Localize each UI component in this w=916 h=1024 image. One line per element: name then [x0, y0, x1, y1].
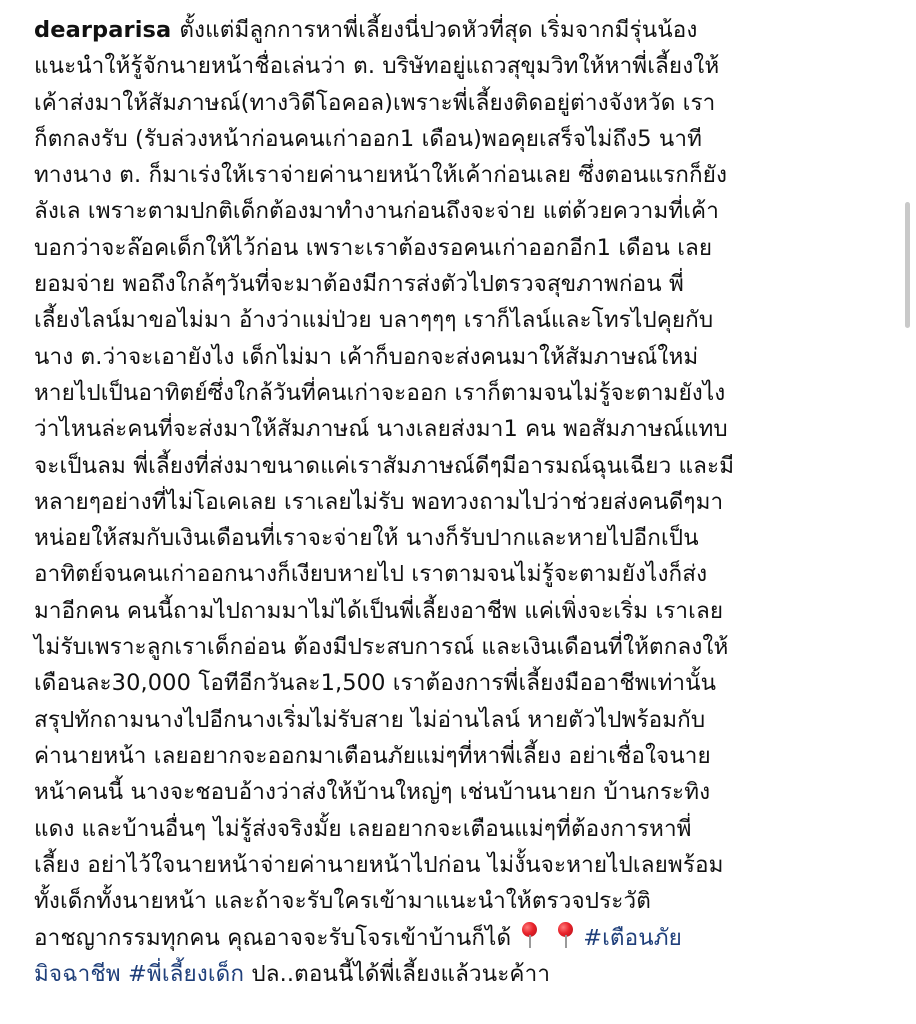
caption-line: ทางนาง ต. ก็มาเร่งให้เราจ่ายค่านายหน้าให้เค้าก่อนเลย ซึ่งตอนแรกก็ยัง: [34, 162, 728, 189]
caption-text: ปล..ตอนนี้ได้พี่เลี้ยงแล้วนะค้าา: [244, 960, 551, 987]
hashtag-warning-link[interactable]: มิจฉาชีพ: [34, 960, 121, 987]
pin-needle: [529, 935, 531, 948]
caption-line: เค้าส่งมาให้สัมภาษณ์(ทางวิดีโอคอล)เพราะพี่เลี้ยงติดอยู่ต่างจังหวัด เรา: [34, 89, 716, 116]
caption-line: ยอมจ่าย พอถึงใกล้ๆวันที่จะมาต้องมีการส่งตัวไปตรวจสุขภาพก่อน พี่: [34, 271, 684, 298]
pin-needle: [565, 935, 567, 948]
caption-text: อาชญากรรมทุกคน คุณอาจจะรับโจรเข้าบ้านก็ได้: [34, 925, 512, 952]
caption-line: สรุปทักถามนางไปอีกนางเริ่มไม่รับสาย ไม่อ่านไลน์ หายตัวไปพร้อมกับ: [34, 706, 706, 733]
caption-line: หน้าคนนี้ นางจะชอบอ้างว่าส่งให้บ้านใหญ่ๆ เช่นบ้านนายก บ้านกระทิง: [34, 779, 711, 806]
post-caption: [34, 12, 894, 992]
caption-text: ตั้งแต่มีลูกการหาพี่เลี้ยงนี่ปวดหัวที่สุด เริ่มจากมีรุ่นน้อง: [179, 17, 698, 43]
caption-line: แดง และบ้านอื่นๆ ไม่รู้ส่งจริงมั้ย เลยอยากจะเตือนแม่ๆที่ต้องการหาพี่: [34, 815, 692, 842]
caption-line: หน่อยให้สมกับเงินเดือนที่เราจะจ่ายให้ นางก็รับปากและหายไปอีกเป็น: [34, 525, 699, 552]
caption-line: นาง ต.ว่าจะเอายังไง เด็กไม่มา เค้าก็บอกจะส่งคนมาให้สัมภาษณ์ใหม่: [34, 343, 699, 370]
caption-line: เดือนละ30,000 โอทีอีกวันละ1,500 เราต้องการพี่เลี้ยงมืออาชีพเท่านั้น: [34, 670, 717, 697]
caption-line: มาอีกคน คนนี้ถามไปถามมาไม่ได้เป็นพี่เลี้ยงอาชีพ แค่เพิ่งจะเริ่ม เราเลย: [34, 597, 724, 624]
caption-line: เลี้ยงไลน์มาขอไม่มา อ้างว่าแม่ป่วย บลาๆๆๆ เราก็ไลน์และโทรไปคุยกับ: [34, 307, 714, 334]
caption-line: [34, 919, 894, 955]
caption-line: หลายๆอย่างที่ไม่โอเคเลย เราเลยไม่รับ พอทวงถามไปว่าช่วยส่งคนดีๆมา: [34, 488, 724, 515]
hashtag-warning-link[interactable]: #เตือนภัย: [583, 925, 682, 952]
caption-line: ค่านายหน้า เลยอยากจะออกมาเตือนภัยแม่ๆที่หาพี่เลี้ยง อย่าเชื่อใจนาย: [34, 742, 711, 769]
hashtag-nanny-link[interactable]: #พี่เลี้ยงเด็ก: [127, 960, 245, 987]
caption-line: เลี้ยง อย่าไว้ใจนายหน้าจ่ายค่านายหน้าไปก่อน ไม่งั้นจะหายไปเลยพร้อม: [34, 851, 724, 878]
username-link[interactable]: dearparisa: [34, 17, 172, 43]
caption-line: ลังเล เพราะตามปกติเด็กต้องมาทำงานก่อนถึงจะจ่าย แต่ด้วยความที่เค้า: [34, 198, 719, 225]
caption-line: [34, 956, 894, 992]
caption-line: บอกว่าจะล๊อคเด็กให้ไว้ก่อน เพราะเราต้องรอคนเก่าออกอีก1 เดือน เลย: [34, 234, 713, 261]
caption-line: ทั้งเด็กทั้งนายหน้า และถ้าจะรับใครเข้ามาแนะนำให้ตรวจประวัติ: [34, 888, 651, 915]
caption-line: ไม่รับเพราะลูกเราเด็กอ่อน ต้องมีประสบการณ์ และเงินเดือนที่ให้ตกลงให้: [34, 634, 729, 661]
round-pushpin-icon: [554, 919, 576, 949]
caption-line: [34, 12, 894, 48]
caption-line: ว่าไหนล่ะคนที่จะส่งมาให้สัมภาษณ์ นางเลยส่งมา1 คน พอสัมภาษณ์แทบ: [34, 416, 728, 443]
vertical-scrollbar[interactable]: [905, 202, 910, 328]
caption-line: ก็ตกลงรับ (รับล่วงหน้าก่อนคนเก่าออก1 เดือน)พอคุยเสร็จไม่ถึง5 นาที: [34, 125, 703, 152]
caption-line: แนะนำให้รู้จักนายหน้าชื่อเล่นว่า ต. บริษัทอยู่แถวสุขุมวิทให้หาพี่เลี้ยงให้: [34, 53, 720, 80]
caption-line: อาทิตย์จนคนเก่าออกนางก็เงียบหายไป เราตามจนไม่รู้จะตามยังไงก็ส่ง: [34, 561, 708, 588]
round-pushpin-icon: [518, 919, 540, 949]
caption-line: หายไปเป็นอาทิตย์ซึ่งใกล้วันที่คนเก่าจะออก เราก็ตามจนไม่รู้จะตามยังไง: [34, 379, 726, 406]
caption-line: จะเป็นลม พี่เลี้ยงที่ส่งมาขนาดแค่เราสัมภาษณ์ดีๆมีอารมณ์ฉุนเฉียว และมี: [34, 452, 735, 479]
